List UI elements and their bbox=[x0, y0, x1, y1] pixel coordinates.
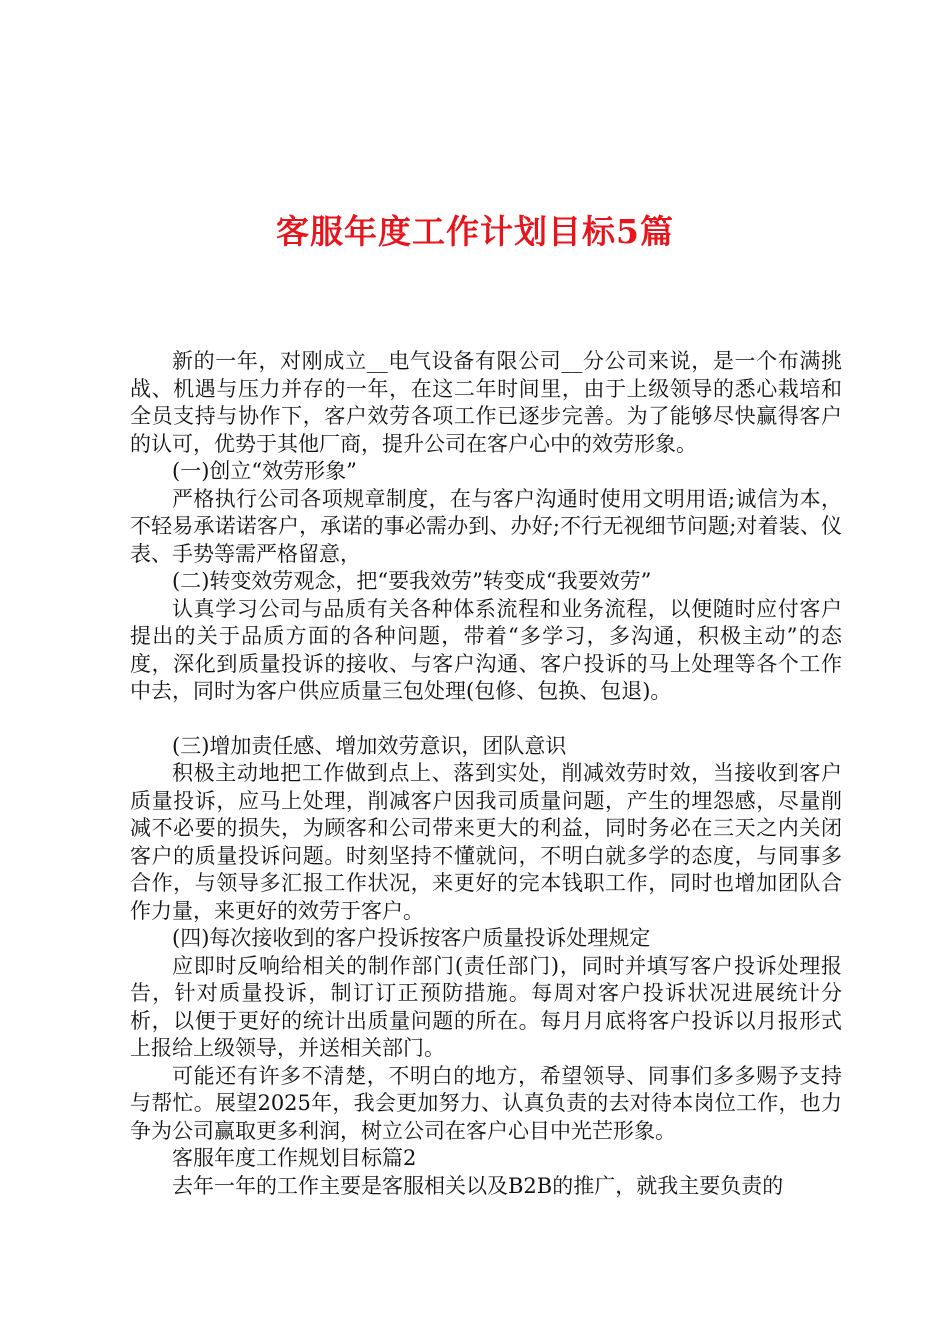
paragraph-intro: 新的一年，对刚成立__电气设备有限公司__分公司来说，是一个布满挑战、机遇与压力并存的一年，在这二年时间里，由于上级领导的悉心栽培和全员支持与协作下，客户效劳各项工作已逐步完善。为了能够尽快赢得客户的认可，优势于其他厂商，提升公司在客户心中的效劳形象。 bbox=[130, 349, 842, 456]
document-body bbox=[130, 348, 842, 1200]
paragraph-1: 严格执行公司各项规章制度，在与客户沟通时使用文明用语;诚信为本，不轻易承诺诺客户，承诺的事必需办到、办好;不行无视细节问题;对着装、仪表、手势等需严格留意， bbox=[130, 486, 842, 566]
section-heading-4: (四)每次接收到的客户投诉按客户质量投诉处理规定 bbox=[172, 926, 651, 950]
paragraph-2: 认真学习公司与品质有关各种体系流程和业务流程，以便随时应付客户提出的关于品质方面的各种问题，带着“多学习，多沟通，积极主动”的态度，深化到质量投诉的接收、与客户沟通、客户投诉的马上处理等各个工作中去，同时为客户供应质量三包处理(包修、包换、包退)。 bbox=[130, 596, 842, 703]
section-heading-2: (二)转变效劳观念，把“要我效劳”转变成“我要效劳” bbox=[172, 569, 652, 593]
paragraph-part-2-start: 去年一年的工作主要是客服相关以及B2B的推广，就我主要负责的 bbox=[172, 1173, 784, 1198]
paragraph-4: 应即时反响给相关的制作部门(责任部门)，同时并填写客户投诉处理报告，针对质量投诉，制订订正预防措施。每周对客户投诉状况进展统计分析，以便于更好的统计出质量问题的所在。每月月底将客户投诉以月报形式上报给上级领导，并送相关部门。 bbox=[130, 953, 842, 1060]
paragraph-3: 积极主动地把工作做到点上、落到实处，削减效劳时效，当接收到客户质量投诉，应马上处理，削减客户因我司质量问题，产生的埋怨感，尽量削减不必要的损失，为顾客和公司带来更大的利益，同时务必在三天之内关闭客户的质量投诉问题。时刻坚持不懂就问，不明白就多学的态度，与同事多合作，与领导多汇报工作状况，来更好的完本钱职工作，同时也增加团队合作力量，来更好的效劳于客户。 bbox=[130, 761, 842, 923]
section-heading-3: (三)增加责任感、增加效劳意识，团队意识 bbox=[172, 733, 567, 758]
document-title: 客服年度工作计划目标5篇 bbox=[276, 212, 674, 251]
paragraph-closing: 可能还有许多不清楚，不明白的地方，希望领导、同事们多多赐予支持与帮忙。展望2025年，我会更加努力、认真负责的去对待本岗位工作，也力争为公司赢取更多利润，树立公司在客户心目中光芒形象。 bbox=[130, 1063, 842, 1143]
section-heading-part-2: 客服年度工作规划目标篇2 bbox=[172, 1146, 417, 1170]
section-heading-1: (一)创立“效劳形象” bbox=[172, 459, 357, 483]
